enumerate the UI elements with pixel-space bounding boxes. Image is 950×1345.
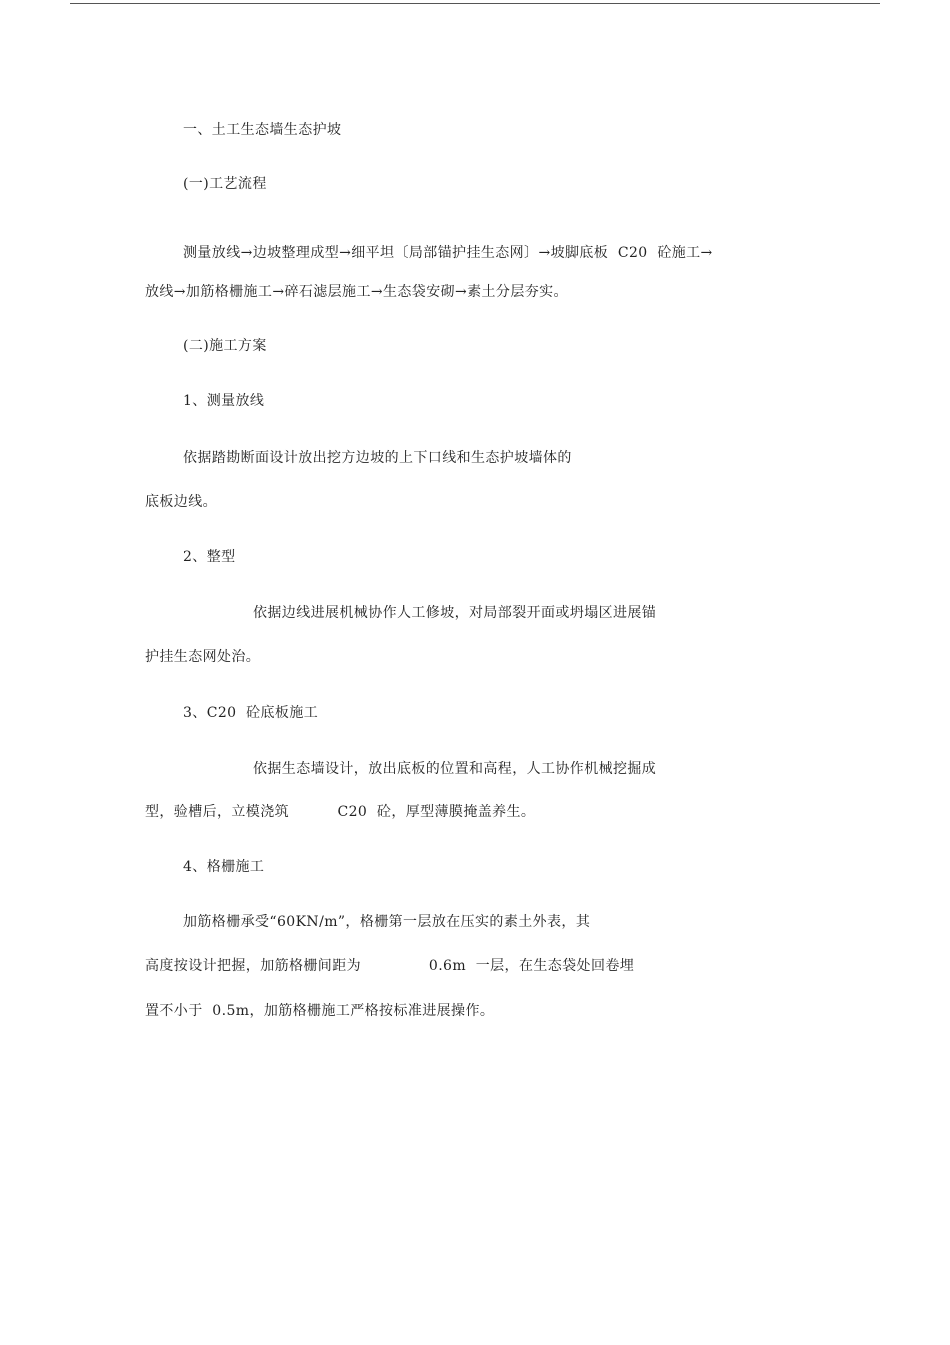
paragraph-line: 加筋格栅承受“60KN/m”，格栅第一层放在压实的素土外表，其 bbox=[183, 914, 591, 930]
paragraph-line: 护挂生态网处治。 bbox=[145, 649, 261, 665]
paragraph-line: 型，验槽后，立模浇筑 C20 砼，厚型薄膜掩盖养生。 bbox=[145, 804, 536, 820]
paragraph-line: 置不小于 0.5m，加筋格栅施工严格按标准进展操作。 bbox=[145, 1003, 495, 1019]
paragraph-line: 依据踏勘断面设计放出挖方边坡的上下口线和生态护坡墙体的 bbox=[183, 450, 572, 466]
paragraph-line: 依据边线进展机械协作人工修坡，对局部裂开面或坍塌区进展锚 bbox=[253, 605, 657, 621]
subsection-heading-process: (一)工艺流程 bbox=[183, 176, 267, 192]
section-heading-1: 一、土工生态墙生态护坡 bbox=[183, 122, 342, 138]
header-rule bbox=[70, 3, 880, 4]
item-heading-survey: 1、测量放线 bbox=[183, 393, 265, 409]
paragraph-line: 底板边线。 bbox=[145, 494, 217, 510]
item-heading-grid: 4、格栅施工 bbox=[183, 859, 265, 875]
paragraph-line: 依据生态墙设计，放出底板的位置和高程，人工协作机械挖掘成 bbox=[253, 761, 657, 777]
subsection-heading-plan: (二)施工方案 bbox=[183, 338, 267, 354]
paragraph-line: 放线→加筋格栅施工→碎石滤层施工→生态袋安砌→素土分层夯实。 bbox=[145, 284, 568, 300]
paragraph-line: 测量放线→边坡整理成型→细平坦〔局部锚护挂生态网〕→坡脚底板 C20 砼施工→ bbox=[183, 245, 713, 261]
paragraph-line: 高度按设计把握，加筋格栅间距为 0.6m 一层，在生态袋处回卷埋 bbox=[145, 958, 635, 974]
item-heading-shaping: 2、整型 bbox=[183, 549, 236, 565]
item-heading-base-slab: 3、C20 砼底板施工 bbox=[183, 705, 319, 721]
